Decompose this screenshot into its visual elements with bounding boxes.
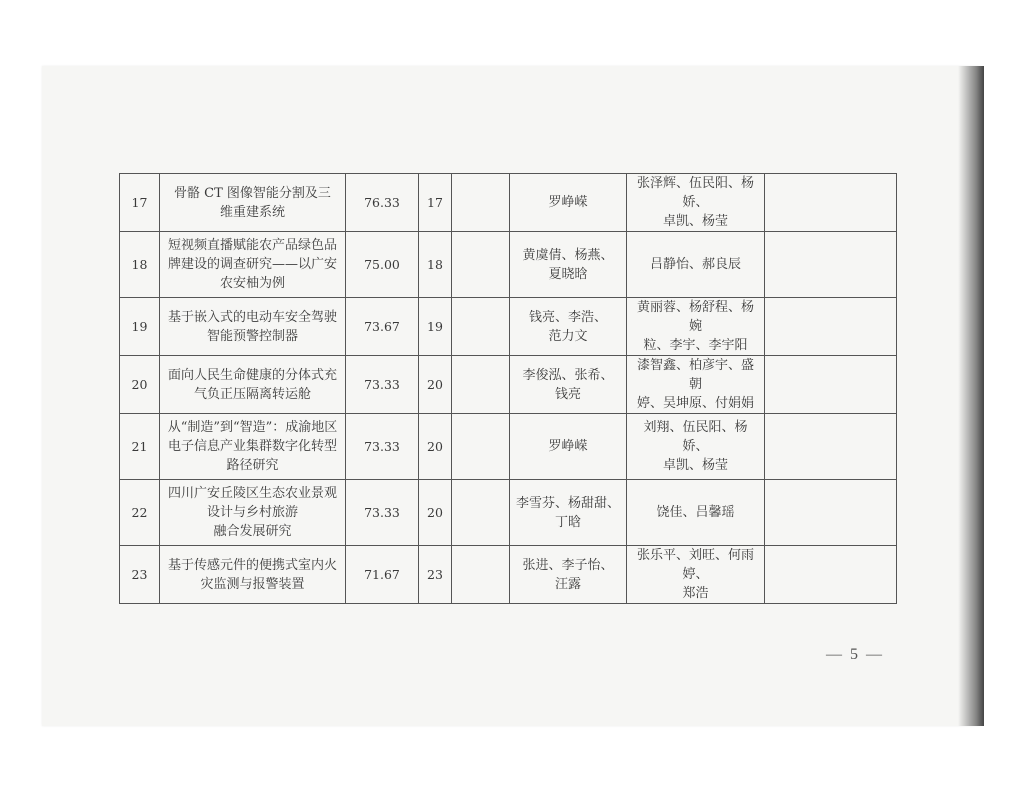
- leader-cell-line: 李俊泓、张希、: [522, 367, 614, 383]
- blank-cell: [452, 174, 510, 232]
- score-cell: 73.67: [346, 298, 419, 356]
- rank-cell: 23: [419, 546, 452, 604]
- rank-cell: 18: [419, 232, 452, 298]
- table-row: [120, 480, 897, 546]
- row-number: 17: [120, 174, 160, 232]
- note-cell: [765, 546, 897, 604]
- row-number: 20: [120, 356, 160, 414]
- table-row: [120, 232, 897, 298]
- leader-cell-line: 范力文: [548, 328, 588, 344]
- score-cell: 73.33: [346, 480, 419, 546]
- project-title: [160, 480, 346, 546]
- project-title: [160, 356, 346, 414]
- members-cell-line: 张乐平、刘旺、何雨婷、: [636, 548, 754, 582]
- table-body: [120, 174, 897, 604]
- members-cell-line: 刘翔、伍民阳、杨娇、: [643, 420, 748, 454]
- members-cell: [627, 298, 765, 356]
- members-cell: [627, 356, 765, 414]
- score-cell: 73.33: [346, 356, 419, 414]
- members-cell-line: 卓凯、杨莹: [662, 214, 728, 229]
- leader-cell-line: 李雪芬、杨甜甜、: [515, 495, 620, 511]
- project-title: [160, 298, 346, 356]
- leader-cell: [510, 480, 627, 546]
- table-row: [120, 546, 897, 604]
- note-cell: [765, 414, 897, 480]
- members-cell: [627, 174, 765, 232]
- project-title-line: 短视频直播赋能农产品绿色品: [167, 238, 337, 253]
- project-title-line: 牌建设的调查研究——以广安: [167, 257, 337, 272]
- project-title-line: 四川广安丘陵区生态农业景观: [167, 486, 337, 501]
- row-number: 23: [120, 546, 160, 604]
- project-title-line: 维重建系统: [219, 204, 285, 220]
- blank-cell: [452, 480, 510, 546]
- note-cell: [765, 232, 897, 298]
- blank-cell: [452, 546, 510, 604]
- page-number: — 5 —: [826, 646, 884, 663]
- project-title: [160, 414, 346, 480]
- leader-cell-line: 张进、李子怡、: [522, 557, 614, 573]
- rank-cell: 20: [419, 414, 452, 480]
- leader-cell-line: 钱亮: [554, 386, 581, 402]
- project-title: [160, 174, 346, 232]
- members-cell-line: 卓凯、杨莹: [662, 458, 728, 473]
- members-cell-line: 饶佳、吕馨瑶: [656, 505, 735, 520]
- project-title-line: 路径研究: [226, 458, 279, 473]
- members-cell-line: 婷、吴坤原、付娟娟: [636, 396, 754, 411]
- note-cell: [765, 298, 897, 356]
- leader-cell: [510, 414, 627, 480]
- project-title-line: 融合发展研究: [213, 524, 292, 539]
- table-row: [120, 414, 897, 480]
- table-row: [120, 174, 897, 232]
- project-title-line: 从“制造”到“智造”：成渝地区: [167, 420, 338, 435]
- blank-cell: [452, 298, 510, 356]
- project-title-line: 面向人民生命健康的分体式充: [167, 367, 337, 383]
- members-cell: [627, 232, 765, 298]
- row-number: 18: [120, 232, 160, 298]
- score-cell: 76.33: [346, 174, 419, 232]
- page-edge-shadow: [958, 66, 984, 726]
- leader-cell-line: 黄虞倩、杨燕、: [522, 247, 614, 263]
- rank-cell: 19: [419, 298, 452, 356]
- members-cell-line: 张泽辉、伍民阳、杨娇、: [636, 176, 754, 210]
- project-title-line: 骨骼 CT 图像智能分割及三: [174, 185, 331, 201]
- leader-cell: [510, 298, 627, 356]
- note-cell: [765, 480, 897, 546]
- project-title: [160, 232, 346, 298]
- leader-cell-line: 钱亮、李浩、: [528, 309, 607, 325]
- blank-cell: [452, 414, 510, 480]
- score-cell: 71.67: [346, 546, 419, 604]
- score-cell: 75.00: [346, 232, 419, 298]
- blank-cell: [452, 232, 510, 298]
- leader-cell-line: 汪露: [554, 576, 581, 592]
- project-title-line: 智能预警控制器: [206, 328, 298, 344]
- leader-cell: [510, 546, 627, 604]
- project-title: [160, 546, 346, 604]
- award-table: [119, 173, 897, 604]
- members-cell-line: 黄丽蓉、杨舒程、杨婉: [636, 300, 754, 334]
- blank-cell: [452, 356, 510, 414]
- project-title-line: 灾监测与报警装置: [200, 576, 305, 592]
- rank-cell: 20: [419, 480, 452, 546]
- row-number: 21: [120, 414, 160, 480]
- leader-cell-line: 罗峥嵘: [548, 439, 588, 454]
- members-cell: [627, 480, 765, 546]
- project-title-line: 农安柚为例: [219, 276, 285, 291]
- score-cell: 73.33: [346, 414, 419, 480]
- leader-cell-line: 罗峥嵘: [548, 195, 588, 210]
- leader-cell: [510, 232, 627, 298]
- rank-cell: 20: [419, 356, 452, 414]
- members-cell-line: 吕静怡、郝良辰: [649, 257, 741, 272]
- leader-cell: [510, 356, 627, 414]
- table-row: [120, 298, 897, 356]
- members-cell-line: 漆智鑫、柏彦宇、盛朝: [636, 358, 754, 392]
- project-title-line: 气负正压隔离转运舱: [193, 386, 311, 402]
- note-cell: [765, 174, 897, 232]
- project-title-line: 设计与乡村旅游: [206, 505, 298, 520]
- leader-cell-line: 丁晗: [554, 514, 581, 530]
- project-title-line: 基于传感元件的便携式室内火: [167, 557, 337, 573]
- note-cell: [765, 356, 897, 414]
- project-title-line: 基于嵌入式的电动车安全驾驶: [167, 309, 337, 325]
- table-row: [120, 356, 897, 414]
- project-title-line: 电子信息产业集群数字化转型: [167, 439, 337, 454]
- members-cell-line: 郑浩: [682, 586, 709, 601]
- row-number: 22: [120, 480, 160, 546]
- members-cell: [627, 414, 765, 480]
- leader-cell: [510, 174, 627, 232]
- members-cell: [627, 546, 765, 604]
- members-cell-line: 粒、李宇、李宇阳: [643, 338, 748, 353]
- row-number: 19: [120, 298, 160, 356]
- rank-cell: 17: [419, 174, 452, 232]
- leader-cell-line: 夏晓晗: [548, 266, 588, 282]
